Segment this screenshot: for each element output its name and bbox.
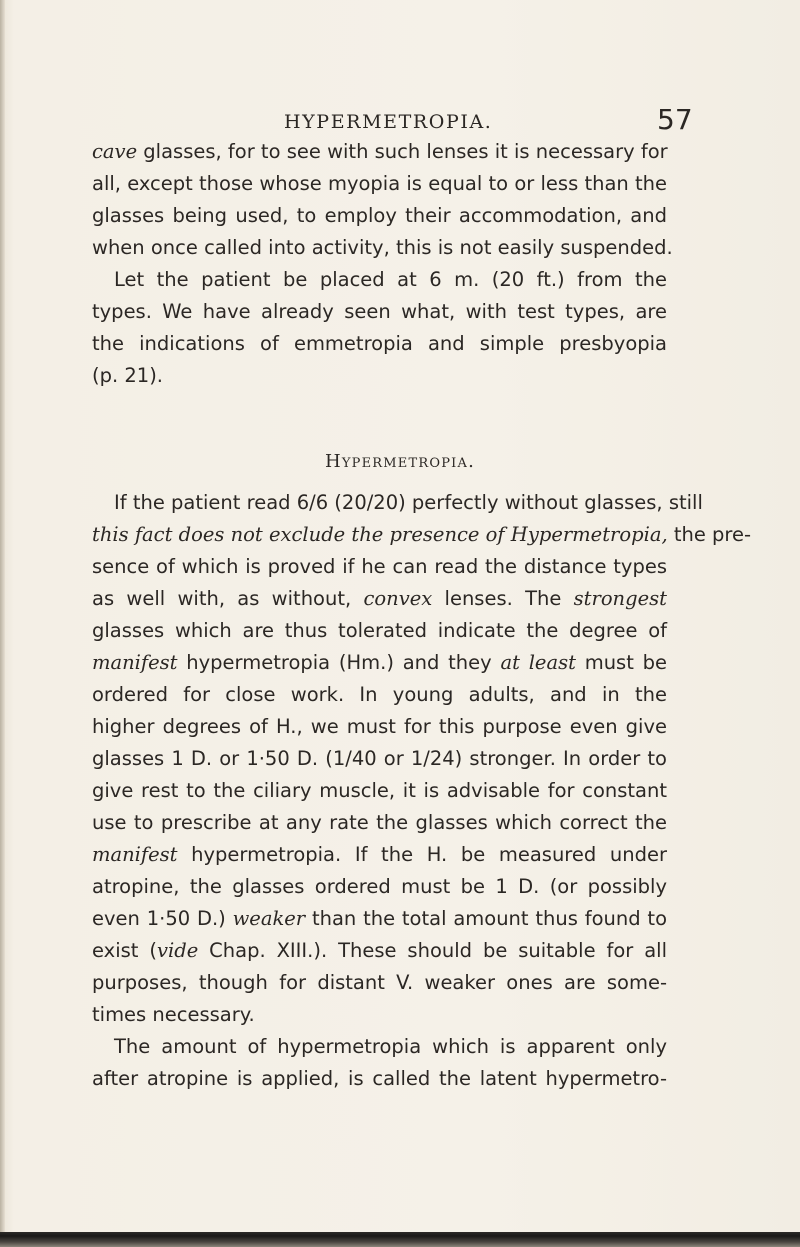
section-heading: Hypermetropia. <box>324 451 475 472</box>
text-line: times necessary. <box>92 1003 255 1026</box>
text-line: The amount of hypermetropia which is apparent only <box>114 1035 667 1058</box>
text-line: manifest hypermetropia (Hm.) and they at least must be <box>92 651 667 674</box>
text-line: even 1·50 D.) weaker than the total amount thus found to <box>92 907 667 930</box>
text-line: atropine, the glasses ordered must be 1 D. (or possibly <box>92 875 667 898</box>
text-line: purposes, though for distant V. weaker ones are some- <box>92 971 667 994</box>
text-line: Let the patient be placed at 6 m. (20 ft.) from the <box>114 268 667 291</box>
text-line: this fact does not exclude the presence of Hypermetropia, the pre- <box>92 523 752 546</box>
text-line: use to prescribe at any rate the glasses which correct the <box>92 811 667 834</box>
running-title: HYPERMETROPIA. <box>284 111 493 133</box>
page-number: 57 <box>657 103 693 136</box>
text-line: sence of which is proved if he can read the distance types <box>92 555 667 578</box>
text-line: all, except those whose myopia is equal to or less than the <box>92 172 667 195</box>
text-line: after atropine is applied, is called the latent hypermetro- <box>92 1067 667 1090</box>
text-line: If the patient read 6/6 (20/20) perfectly without glasses, still <box>114 491 703 514</box>
text-line: cave glasses, for to see with such lenses it is necessary for <box>92 140 668 163</box>
text-line: (p. 21). <box>92 364 164 387</box>
text-line: as well with, as without, convex lenses. The strongest <box>92 587 667 610</box>
text-line: exist (vide Chap. XIII.). These should be suitable for all <box>92 939 667 962</box>
text-line: when once called into activity, this is not easily suspended. <box>92 236 673 259</box>
text-line: glasses which are thus tolerated indicate the degree of <box>92 619 667 642</box>
page-bottom-edge <box>0 1232 800 1247</box>
text-line: ordered for close work. In young adults, and in the <box>92 683 667 706</box>
text-line: give rest to the ciliary muscle, it is advisable for constant <box>92 779 667 802</box>
text-line: glasses being used, to employ their accommodation, and <box>92 204 667 227</box>
text-line: types. We have already seen what, with test types, are <box>92 300 667 323</box>
text-line: manifest hypermetropia. If the H. be measured under <box>92 843 667 866</box>
text-line: higher degrees of H., we must for this purpose even give <box>92 715 667 738</box>
text-line: glasses 1 D. or 1·50 D. (1/40 or 1/24) stronger. In order to <box>92 747 667 770</box>
text-line: the indications of emmetropia and simple presbyopia <box>92 332 667 355</box>
